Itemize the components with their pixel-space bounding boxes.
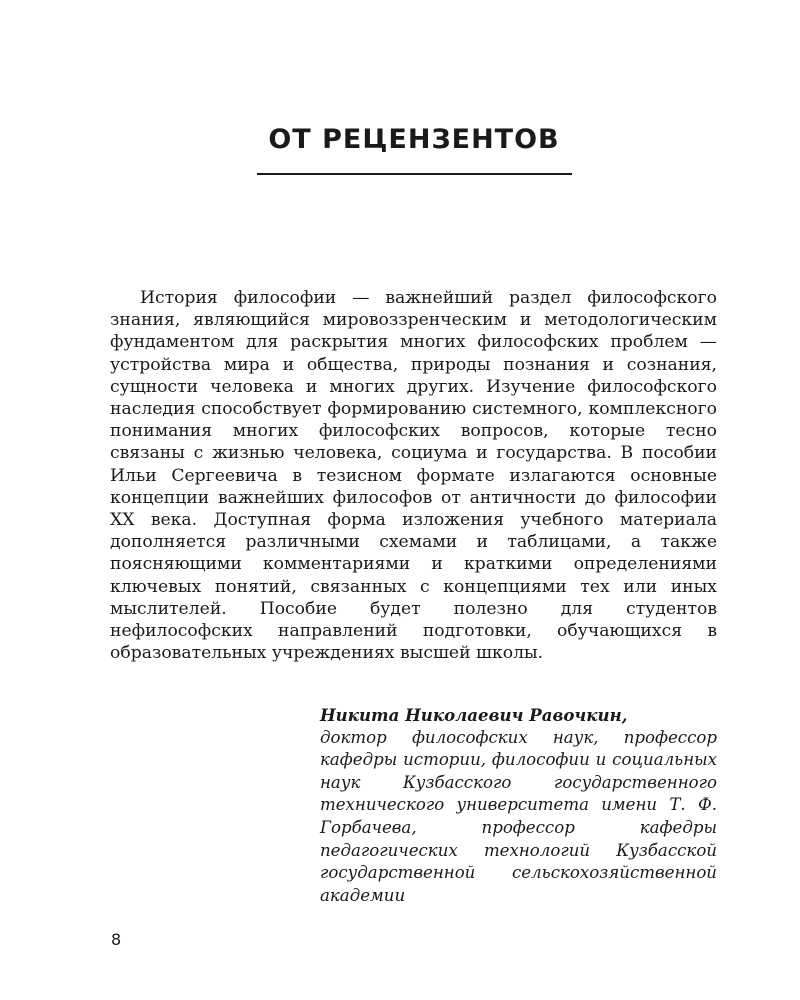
reviewer-credentials: доктор философских наук, профессор кафедры истории, философии и социальных наук Кузбасского государственного технического университета имени Т. Ф. Горбачева, профессор кафедры педагогических технологий Кузбасской государственной сельскохозяйственной академии [320,727,717,905]
page-title: ОТ РЕЦЕНЗЕНТОВ [268,124,560,155]
reviewer-name: Никита Николаевич Равочкин, [320,705,628,725]
page-number: 8 [111,930,122,949]
reviewer-signature [320,704,717,907]
title-underline [257,173,572,175]
review-paragraph: История философии — важнейший раздел философского знания, являющийся мировоззренческим и методологическим фундаментом для раскрытия многих философских проблем — устройства мира и общества, природы познания и сознания, сущности человека и многих других. Изучение философского наследия способствует формированию системного, комплексного понимания многих философских вопросов, которые тесно связаны с жизнью человека, социума и государства. В пособии Ильи Сергеевича в тезисном формате излагаются основные концепции важнейших философов от античности до философии XX века. Доступная форма изложения учебного материала дополняется различными схемами и таблицами, а также поясняющими комментариями и краткими определениями ключевых понятий, связанных с концепциями тех или иных мыслителей. Пособие будет полезно для студентов нефилософских направлений подготовки, обучающихся в образовательных учреждениях высшей школы. [110,288,717,664]
